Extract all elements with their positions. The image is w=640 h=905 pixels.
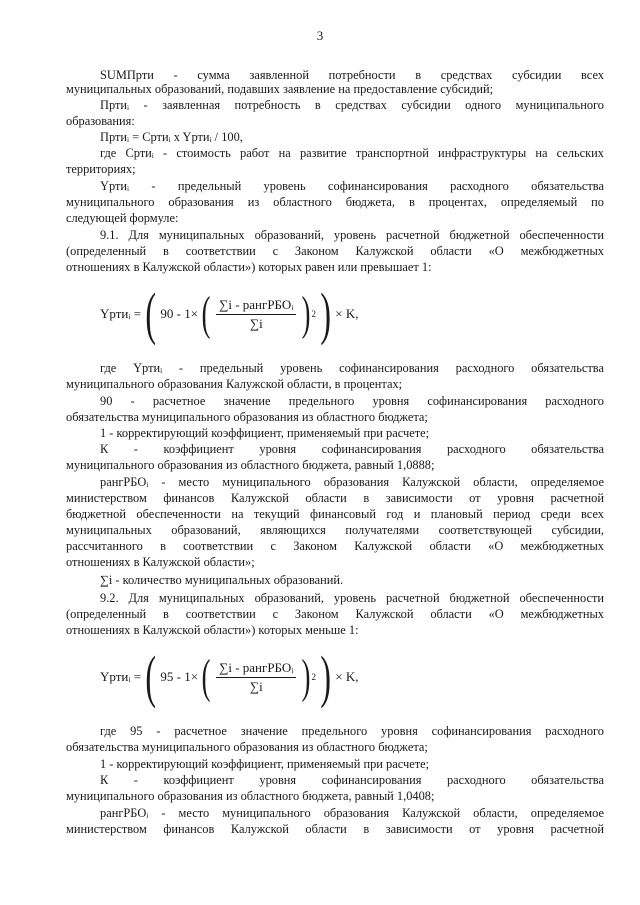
text-line: муниципального образования из областного бюджета, равный 1,0408; [66, 789, 435, 803]
paren-open: ( [145, 644, 157, 709]
text-line: обязательства муниципального образования из областного бюджета; [66, 410, 428, 424]
exponent: 2 [311, 672, 316, 682]
paren-close-inner: ) [302, 287, 311, 340]
text-line: Yртиᵢ - предельный уровень софинансирования расходного обязательства [100, 179, 604, 193]
formula-9-1 [100, 281, 359, 346]
text-line: 90 - расчетное значение предельного уровня софинансирования расходного [100, 394, 604, 408]
text-line: Пртиᵢ = Сртиᵢ x Yртиᵢ / 100, [100, 130, 243, 144]
fraction-numerator: ∑i - рангРБОᵢ [216, 660, 296, 678]
text-line: образования: [66, 114, 135, 128]
text-line: следующей формуле: [66, 211, 179, 225]
formula-lhs: Yртиᵢ = [100, 669, 142, 684]
text-line: территориях; [66, 162, 136, 176]
text-line: 1 - корректирующий коэффициент, применяемый при расчете; [100, 757, 430, 771]
paren-open-inner: ( [201, 287, 211, 340]
text-line: 9.1. Для муниципальных образований, уровень расчетной бюджетной обеспеченности [100, 228, 604, 242]
text-line: 9.2. Для муниципальных образований, уровень расчетной бюджетной обеспеченности [100, 591, 604, 605]
text-line: рангРБОᵢ - место муниципального образования Калужской области, определяемое [100, 806, 604, 820]
text-line: отношениях в Калужской области») которых равен или превышает 1: [66, 260, 432, 274]
paren-open-inner: ( [201, 650, 211, 703]
text-line: муниципального образования Калужской области, в процентах; [66, 377, 403, 391]
formula-lhs: Yртиᵢ = [100, 306, 142, 321]
text-line: (определенный в соответствии с Законом Калужской области «О межбюджетных [66, 607, 604, 621]
paren-close: ) [320, 644, 331, 709]
formula-9-2 [100, 644, 359, 709]
formula-tail: × K, [335, 669, 359, 684]
text-line: отношениях в Калужской области») которых меньше 1: [66, 623, 359, 637]
text-line: отношениях в Калужской области»; [66, 555, 255, 569]
text-line: рассчитанного в соответствии с Законом Калужской области «О межбюджетных [66, 539, 604, 553]
paren-open: ( [145, 281, 157, 346]
paren-close-inner: ) [302, 650, 311, 703]
text-line: К - коэффициент уровня софинансирования расходного обязательства [100, 773, 604, 787]
text-line: Пртиᵢ - заявленная потребность в средствах субсидии одного муниципального [100, 98, 604, 112]
text-line: где Yртиᵢ - предельный уровень софинансирования расходного обязательства [100, 361, 604, 375]
fraction [216, 660, 296, 695]
text-line: (определенный в соответствии с Законом Калужской области «О межбюджетных [66, 244, 604, 258]
text-line: бюджетной обеспеченности на текущий финансовый год и плановый период среди всех [66, 507, 604, 521]
text-line: муниципального образования из областного бюджета, в процентах, определяемый по [66, 195, 604, 209]
fraction-denominator: ∑i [249, 678, 263, 694]
text-line: муниципальных образований, являющихся получателями соответствующей субсидии, [66, 523, 604, 537]
fraction-numerator: ∑i - рангРБОᵢ [216, 297, 296, 315]
page-number: 3 [316, 28, 324, 43]
text-line: где 95 - расчетное значение предельного уровня софинансирования расходного [100, 724, 604, 738]
paren-close: ) [320, 281, 331, 346]
formula-constant: 95 - 1× [160, 669, 199, 684]
text-line: SUMПрти - сумма заявленной потребности в средствах субсидии всех [100, 68, 604, 82]
text-line: министерством финансов Калужской области в зависимости от уровня расчетной [66, 491, 604, 505]
text-line: муниципального образования из областного бюджета, равный 1,0888; [66, 458, 435, 472]
text-line: где Сртиᵢ - стоимость работ на развитие транспортной инфраструктуры на сельских [100, 146, 604, 160]
exponent: 2 [311, 309, 316, 319]
text-line: муниципальных образований, подавших заявление на предоставление субсидий; [66, 82, 494, 96]
text-line: ∑i - количество муниципальных образований. [100, 573, 344, 587]
formula-constant: 90 - 1× [160, 306, 199, 321]
text-line: К - коэффициент уровня софинансирования расходного обязательства [100, 442, 604, 456]
text-line: 1 - корректирующий коэффициент, применяемый при расчете; [100, 426, 430, 440]
fraction [216, 297, 296, 332]
text-line: рангРБОᵢ - место муниципального образования Калужской области, определяемое [100, 475, 604, 489]
formula-tail: × K, [335, 306, 359, 321]
text-line: обязательства муниципального образования из областного бюджета; [66, 740, 428, 754]
fraction-denominator: ∑i [249, 315, 263, 331]
text-line: министерством финансов Калужской области в зависимости от уровня расчетной [66, 822, 604, 836]
